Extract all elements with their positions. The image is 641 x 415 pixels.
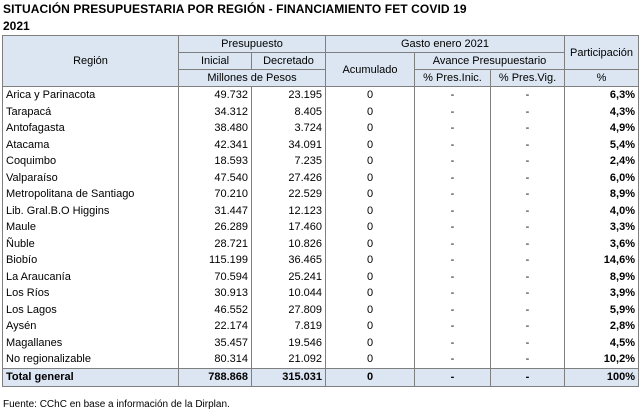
table-row [3, 186, 639, 203]
header-acumulado: Acumulado [326, 53, 415, 87]
header-avance: Avance Presupuestario [415, 53, 565, 70]
header-presupuesto: Presupuesto [179, 36, 326, 53]
cell-pres-vig: - [491, 153, 565, 170]
cell-participacion: 6,3% [565, 87, 639, 104]
cell-acumulado: 0 [326, 104, 415, 121]
table-row [3, 335, 639, 352]
total-region: Total general [3, 368, 179, 386]
table-header [3, 36, 639, 87]
cell-inicial: 26.289 [179, 219, 252, 236]
cell-pres-inic: - [415, 104, 491, 121]
cell-participacion: 2,8% [565, 318, 639, 335]
cell-decretado: 25.241 [252, 269, 326, 286]
cell-region: Los Ríos [3, 285, 179, 302]
cell-acumulado: 0 [326, 203, 415, 220]
cell-acumulado: 0 [326, 219, 415, 236]
cell-acumulado: 0 [326, 137, 415, 154]
header-pct: % [565, 70, 639, 87]
cell-region: Coquimbo [3, 153, 179, 170]
cell-pres-inic: - [415, 170, 491, 187]
cell-participacion: 10,2% [565, 351, 639, 368]
cell-acumulado: 0 [326, 285, 415, 302]
header-inicial: Inicial [179, 53, 252, 70]
cell-pres-vig: - [491, 285, 565, 302]
cell-participacion: 2,4% [565, 153, 639, 170]
cell-pres-vig: - [491, 252, 565, 269]
cell-pres-vig: - [491, 186, 565, 203]
total-decretado: 315.031 [252, 368, 326, 386]
cell-region: No regionalizable [3, 351, 179, 368]
cell-pres-inic: - [415, 203, 491, 220]
cell-inicial: 46.552 [179, 302, 252, 319]
table-row [3, 104, 639, 121]
cell-inicial: 28.721 [179, 236, 252, 253]
cell-participacion: 6,0% [565, 170, 639, 187]
cell-region: Ñuble [3, 236, 179, 253]
cell-region: Metropolitana de Santiago [3, 186, 179, 203]
cell-inicial: 35.457 [179, 335, 252, 352]
table-row [3, 351, 639, 368]
table-row [3, 219, 639, 236]
cell-inicial: 70.210 [179, 186, 252, 203]
cell-acumulado: 0 [326, 153, 415, 170]
cell-pres-vig: - [491, 302, 565, 319]
cell-pres-vig: - [491, 351, 565, 368]
cell-participacion: 5,9% [565, 302, 639, 319]
cell-participacion: 3,9% [565, 285, 639, 302]
total-row [3, 368, 639, 386]
cell-region: Los Lagos [3, 302, 179, 319]
cell-inicial: 115.199 [179, 252, 252, 269]
header-millones: Millones de Pesos [179, 70, 326, 87]
cell-inicial: 31.447 [179, 203, 252, 220]
cell-inicial: 47.540 [179, 170, 252, 187]
cell-pres-inic: - [415, 335, 491, 352]
cell-participacion: 14,6% [565, 252, 639, 269]
cell-acumulado: 0 [326, 252, 415, 269]
cell-region: Maule [3, 219, 179, 236]
table-row [3, 318, 639, 335]
cell-region: La Araucanía [3, 269, 179, 286]
cell-pres-inic: - [415, 318, 491, 335]
cell-pres-vig: - [491, 87, 565, 104]
cell-pres-vig: - [491, 203, 565, 220]
cell-region: Magallanes [3, 335, 179, 352]
cell-decretado: 34.091 [252, 137, 326, 154]
cell-inicial: 22.174 [179, 318, 252, 335]
cell-participacion: 3,6% [565, 236, 639, 253]
cell-acumulado: 0 [326, 120, 415, 137]
cell-decretado: 27.426 [252, 170, 326, 187]
cell-decretado: 3.724 [252, 120, 326, 137]
cell-pres-inic: - [415, 252, 491, 269]
cell-decretado: 22.529 [252, 186, 326, 203]
cell-acumulado: 0 [326, 269, 415, 286]
cell-participacion: 5,4% [565, 137, 639, 154]
cell-acumulado: 0 [326, 170, 415, 187]
cell-pres-inic: - [415, 120, 491, 137]
cell-region: Lib. Gral.B.O Higgins [3, 203, 179, 220]
budget-table [2, 35, 639, 387]
cell-decretado: 12.123 [252, 203, 326, 220]
cell-pres-inic: - [415, 87, 491, 104]
total-pres-vig: - [491, 368, 565, 386]
cell-inicial: 70.594 [179, 269, 252, 286]
cell-acumulado: 0 [326, 302, 415, 319]
header-decretado: Decretado [252, 53, 326, 70]
cell-pres-inic: - [415, 153, 491, 170]
total-acumulado: 0 [326, 368, 415, 386]
cell-acumulado: 0 [326, 335, 415, 352]
source-note: Fuente: CChC en base a información de la Dirplan. [3, 399, 230, 410]
cell-pres-inic: - [415, 137, 491, 154]
cell-inicial: 30.913 [179, 285, 252, 302]
header-pres-inic: % Pres.Inic. [415, 70, 491, 87]
table-title: SITUACIÓN PRESUPUESTARIA POR REGIÓN - FINANCIAMIENTO FET COVID 19 [3, 2, 467, 16]
cell-decretado: 7.235 [252, 153, 326, 170]
table-row [3, 120, 639, 137]
cell-participacion: 4,5% [565, 335, 639, 352]
cell-region: Valparaíso [3, 170, 179, 187]
table-row [3, 302, 639, 319]
cell-pres-inic: - [415, 186, 491, 203]
table-row [3, 236, 639, 253]
table-row [3, 153, 639, 170]
cell-pres-vig: - [491, 318, 565, 335]
cell-inicial: 38.480 [179, 120, 252, 137]
cell-inicial: 49.732 [179, 87, 252, 104]
cell-pres-vig: - [491, 120, 565, 137]
cell-region: Atacama [3, 137, 179, 154]
cell-pres-vig: - [491, 219, 565, 236]
table-row [3, 87, 639, 104]
cell-acumulado: 0 [326, 351, 415, 368]
cell-pres-vig: - [491, 137, 565, 154]
cell-decretado: 36.465 [252, 252, 326, 269]
cell-inicial: 18.593 [179, 153, 252, 170]
header-region: Región [3, 36, 179, 87]
table-row [3, 285, 639, 302]
cell-pres-vig: - [491, 170, 565, 187]
cell-region: Biobío [3, 252, 179, 269]
cell-participacion: 4,0% [565, 203, 639, 220]
cell-decretado: 17.460 [252, 219, 326, 236]
cell-pres-inic: - [415, 302, 491, 319]
cell-pres-vig: - [491, 269, 565, 286]
table-row [3, 137, 639, 154]
cell-decretado: 23.195 [252, 87, 326, 104]
header-gasto: Gasto enero 2021 [326, 36, 565, 53]
cell-participacion: 8,9% [565, 269, 639, 286]
cell-decretado: 21.092 [252, 351, 326, 368]
cell-participacion: 4,3% [565, 104, 639, 121]
table-row [3, 203, 639, 220]
header-pres-vig: % Pres.Vig. [491, 70, 565, 87]
total-participacion: 100% [565, 368, 639, 386]
table-row [3, 170, 639, 187]
cell-acumulado: 0 [326, 186, 415, 203]
table-body [3, 87, 639, 369]
cell-region: Aysén [3, 318, 179, 335]
cell-pres-inic: - [415, 236, 491, 253]
cell-decretado: 7.819 [252, 318, 326, 335]
cell-region: Antofagasta [3, 120, 179, 137]
table-row [3, 269, 639, 286]
total-inicial: 788.868 [179, 368, 252, 386]
cell-pres-inic: - [415, 269, 491, 286]
cell-pres-inic: - [415, 351, 491, 368]
header-participacion: Participación [565, 36, 639, 70]
cell-decretado: 19.546 [252, 335, 326, 352]
cell-pres-vig: - [491, 236, 565, 253]
cell-acumulado: 0 [326, 87, 415, 104]
cell-pres-inic: - [415, 285, 491, 302]
cell-inicial: 34.312 [179, 104, 252, 121]
cell-inicial: 80.314 [179, 351, 252, 368]
total-pres-inic: - [415, 368, 491, 386]
cell-pres-vig: - [491, 104, 565, 121]
cell-pres-inic: - [415, 219, 491, 236]
cell-participacion: 4,9% [565, 120, 639, 137]
table-row [3, 252, 639, 269]
cell-decretado: 8.405 [252, 104, 326, 121]
cell-participacion: 3,3% [565, 219, 639, 236]
cell-decretado: 10.826 [252, 236, 326, 253]
table-year: 2021 [3, 19, 30, 33]
cell-region: Arica y Parinacota [3, 87, 179, 104]
cell-region: Tarapacá [3, 104, 179, 121]
cell-acumulado: 0 [326, 318, 415, 335]
cell-participacion: 8,9% [565, 186, 639, 203]
cell-decretado: 10.044 [252, 285, 326, 302]
cell-acumulado: 0 [326, 236, 415, 253]
cell-pres-vig: - [491, 335, 565, 352]
cell-decretado: 27.809 [252, 302, 326, 319]
cell-inicial: 42.341 [179, 137, 252, 154]
